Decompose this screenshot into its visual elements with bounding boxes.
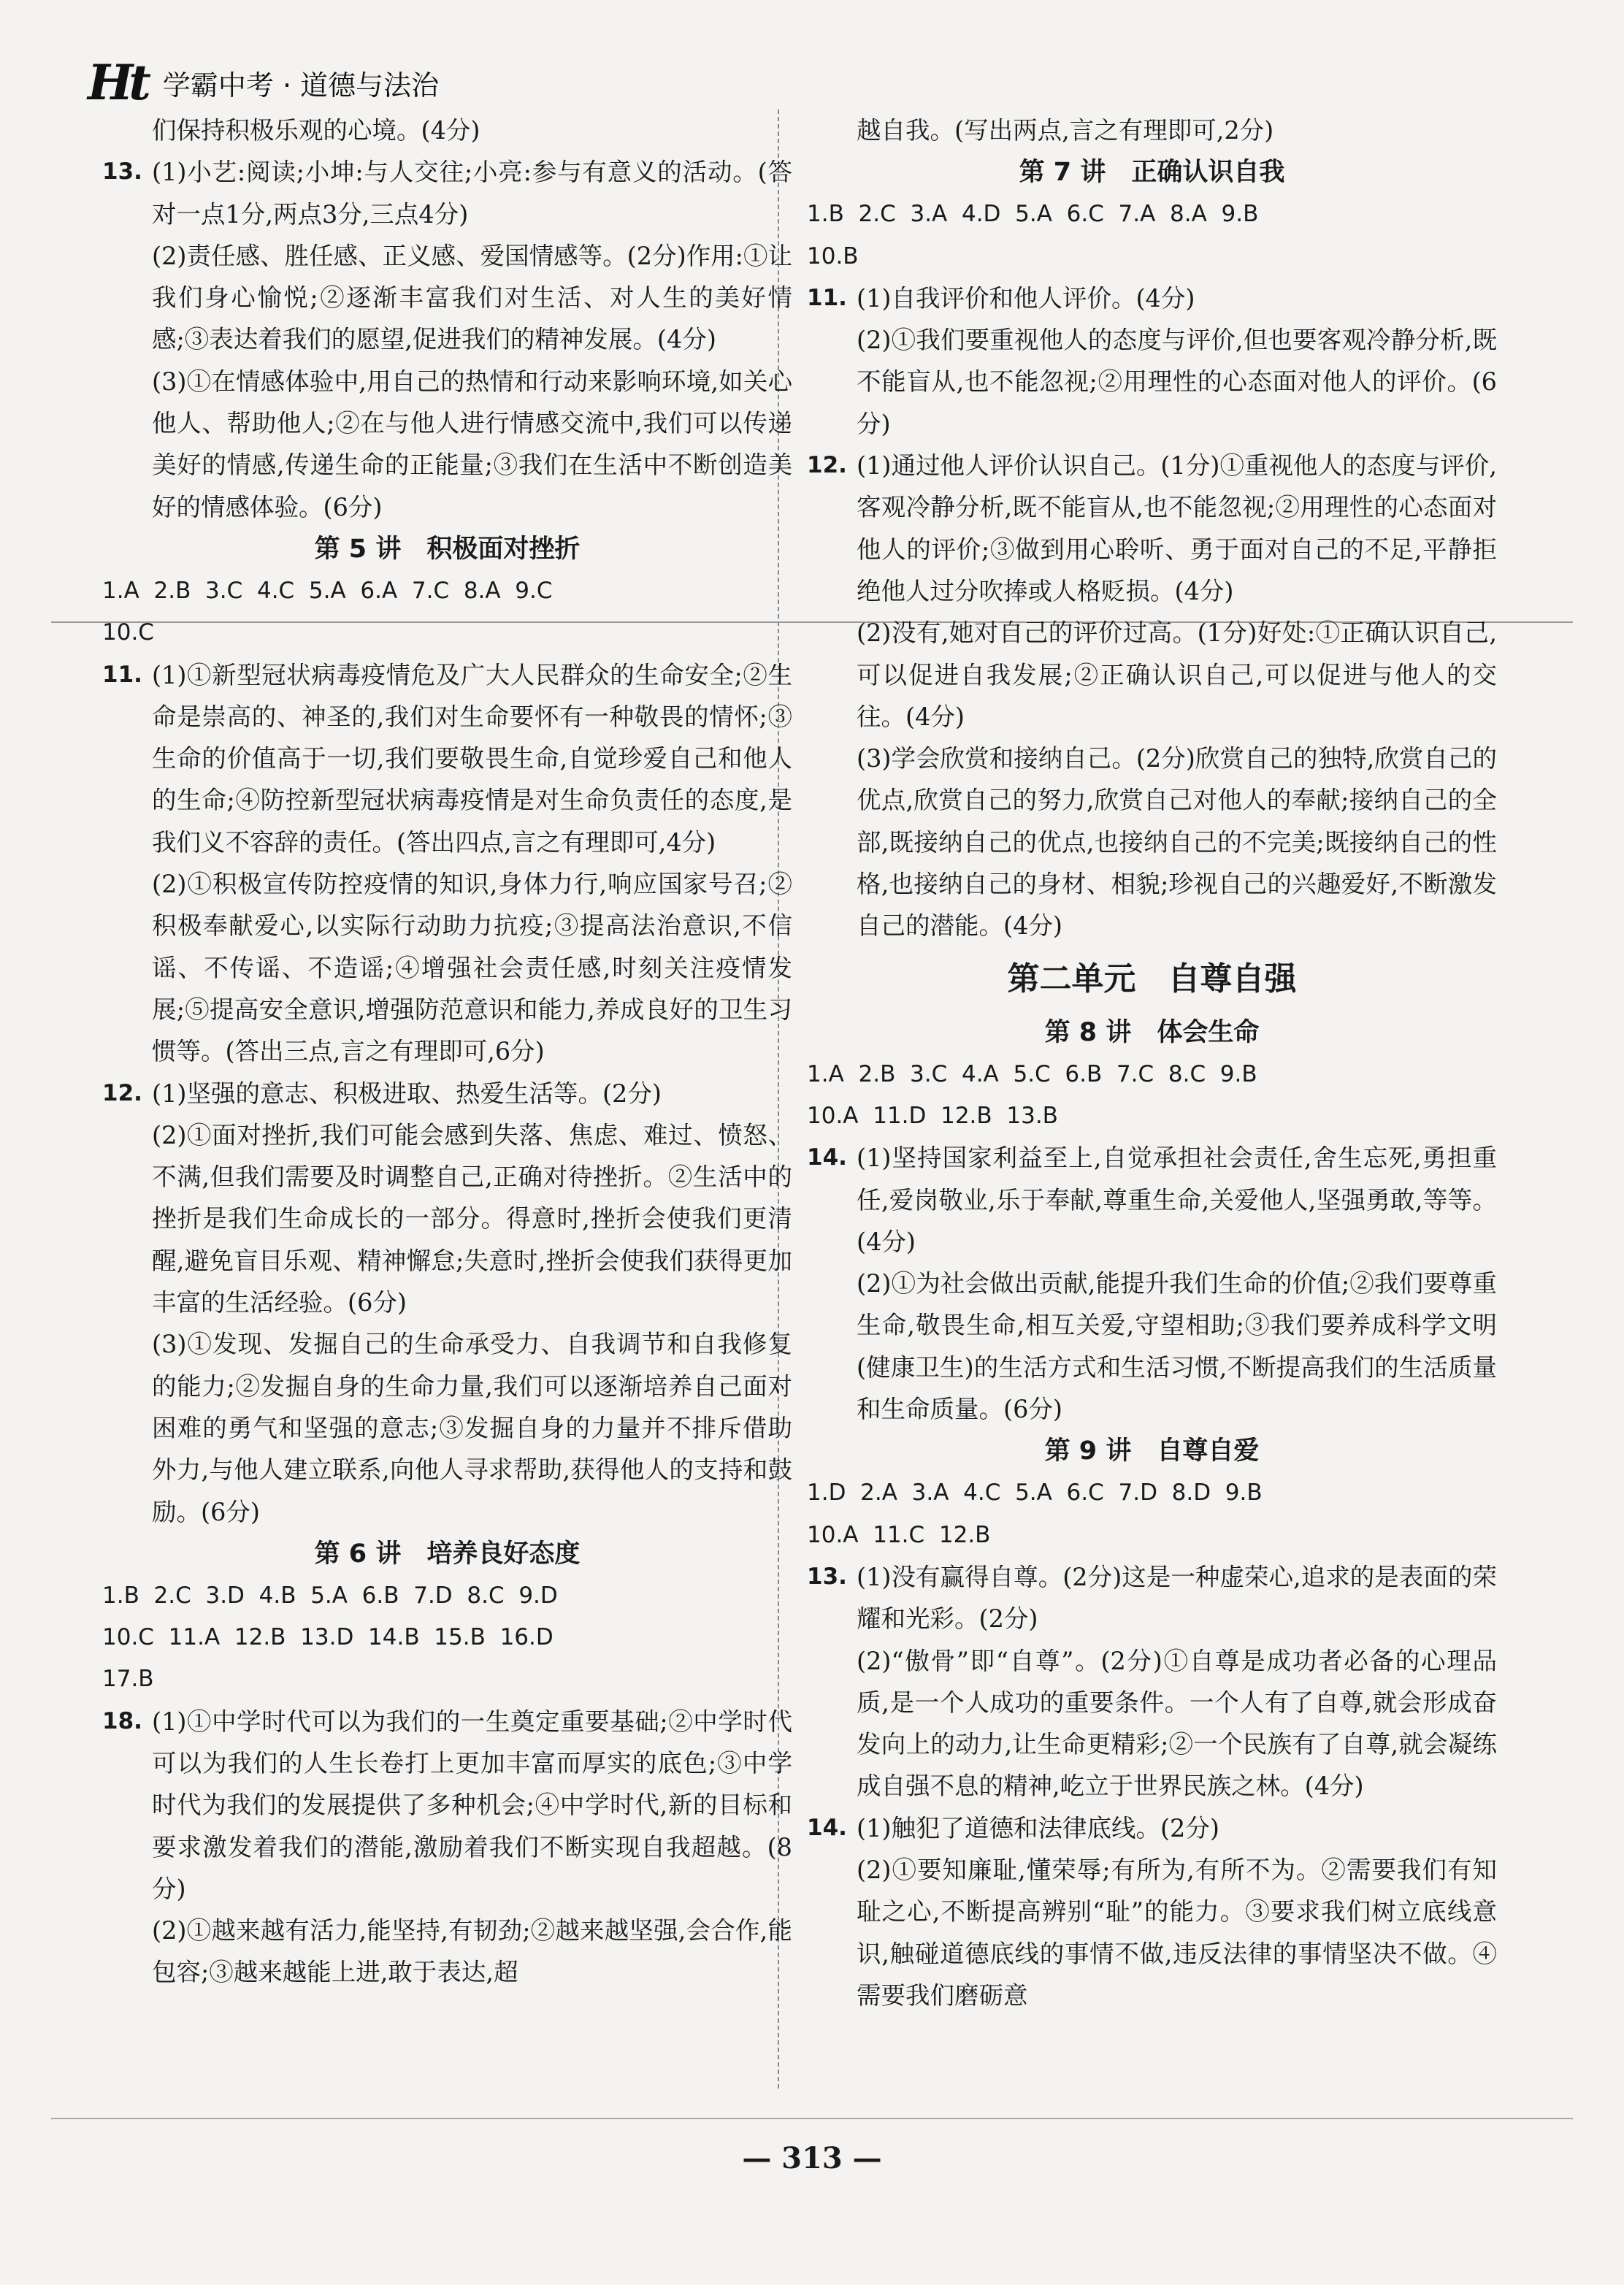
question-item bbox=[102, 151, 792, 235]
answer-text: (1)自我评价和他人评价。(4分) bbox=[857, 283, 1195, 313]
answer-paragraph: (2)“傲骨”即“自尊”。(2分)①自尊是成功者必备的心理品质,是一个人成功的重要条件。一个人有了自尊,就会形成奋发向上的动力,让生命更精彩;②一个民族有了自尊,就会凝练成自强不息的精神,屹立于世界民族之林。(4分) bbox=[857, 1646, 1497, 1801]
answer-paragraph: (3)学会欣赏和接纳自己。(2分)欣赏自己的独特,欣赏自己的优点,欣赏自己的努力,欣赏自己对他人的奉献;接纳自己的全部,既接纳自己的优点,也接纳自己的不完美;既接纳自己的性格,也接纳自己的身材、相貌;珍视自己的兴趣爱好,不断激发自己的潜能。(4分) bbox=[857, 744, 1497, 941]
question-item bbox=[807, 1137, 1497, 1263]
answer-row: 17.B bbox=[102, 1666, 154, 1693]
lesson-title: 第 5 讲 积极面对挫折 bbox=[314, 534, 581, 564]
question-number: 13. bbox=[807, 1563, 847, 1590]
answer-paragraph: (3)①发现、发掘自己的生命承受力、自我调节和自我修复的能力;②发掘自身的生命力量,我们可以逐渐培养自己面对困难的勇气和坚强的意志;③发掘自身的力量并不排斥借助外力,与他人建立联系,向他人寻求帮助,获得他人的支持和鼓励。(6分) bbox=[152, 1330, 792, 1526]
answer-paragraph: (2)①积极宣传防控疫情的知识,身体力行,响应国家号召;②积极奉献爱心,以实际行动助力抗疫;③提高法治意识,不信谣、不传谣、不造谣;④增强社会责任感,时刻关注疫情发展;⑤提高安全意识,增强防范意识和能力,养成良好的卫生习惯等。(答出三点,言之有理即可,6分) bbox=[152, 870, 792, 1066]
answer-paragraph: (2)①我们要重视他人的态度与评价,但也要客观冷静分析,既不能盲从,也不能忽视;②用理性的心态面对他人的评价。(6分) bbox=[857, 326, 1497, 438]
question-item bbox=[807, 278, 1497, 319]
question-item bbox=[102, 1701, 792, 1910]
answer-row: 1.B 2.C 3.D 4.B 5.A 6.B 7.D 8.C 9.D bbox=[102, 1582, 558, 1609]
page-number: — 313 — bbox=[742, 2141, 882, 2175]
continued-text: 们保持积极乐观的心境。(4分) bbox=[152, 116, 480, 145]
answer-paragraph: (2)①要知廉耻,懂荣辱;有所为,有所不为。②需要我们有知耻之心,不断提高辨别“耻”的能力。③要求我们树立底线意识,触碰道德底线的事情不做,违反法律的事情坚决不做。④需要我们磨砺意 bbox=[857, 1855, 1497, 2010]
answer-text: (1)①新型冠状病毒疫情危及广大人民群众的生命安全;②生命是崇高的、神圣的,我们对生命要怀有一种敬畏的情怀;③生命的价值高于一切,我们要敬畏生命,自觉珍爱自己和他人的生命;④防控新型冠状病毒疫情是对生命负责任的态度,是我们义不容辞的责任。(答出四点,言之有理即可,4分) bbox=[152, 660, 792, 857]
answer-text: (1)坚强的意志、积极进取、热爱生活等。(2分) bbox=[152, 1079, 662, 1108]
answer-text: (1)通过他人评价认识自己。(1分)①重视他人的态度与评价,客观冷静分析,既不能盲从,也不能忽视;②用理性的心态面对他人的评价;③做到用心聆听、勇于面对自己的不足,平静拒绝他人过分吹捧或人格贬损。(4分) bbox=[857, 451, 1497, 605]
question-item bbox=[102, 654, 792, 863]
answer-paragraph: (2)①越来越有活力,能坚持,有韧劲;②越来越坚强,会合作,能包容;③越来越能上进,敢于表达,超 bbox=[152, 1916, 792, 1987]
question-item bbox=[807, 445, 1497, 612]
question-number: 18. bbox=[102, 1707, 142, 1734]
question-number: 14. bbox=[807, 1144, 847, 1171]
left-column bbox=[102, 110, 792, 1994]
question-item bbox=[102, 1073, 792, 1114]
lesson-title: 第 7 讲 正确认识自我 bbox=[1019, 158, 1285, 188]
question-number: 12. bbox=[102, 1079, 142, 1106]
answer-text: (1)坚持国家利益至上,自觉承担社会责任,舍生忘死,勇担重任,爱岗敬业,乐于奉献,尊重生命,关爱他人,坚强勇敢,等等。(4分) bbox=[857, 1144, 1497, 1256]
answer-row: 10.A 11.D 12.B 13.B bbox=[807, 1102, 1058, 1129]
footer-rule bbox=[51, 2118, 1573, 2119]
answer-row: 10.A 11.C 12.B bbox=[807, 1521, 991, 1548]
question-number: 11. bbox=[807, 284, 847, 311]
answer-row: 1.A 2.B 3.C 4.C 5.A 6.A 7.C 8.A 9.C bbox=[102, 577, 553, 604]
brand-logo: Ht bbox=[88, 54, 147, 111]
answer-row: 10.B bbox=[807, 242, 859, 269]
question-number: 11. bbox=[102, 661, 142, 688]
lesson-title: 第 8 讲 体会生命 bbox=[1044, 1017, 1260, 1047]
answer-text: (1)没有赢得自尊。(2分)这是一种虚荣心,追求的是表面的荣耀和光彩。(2分) bbox=[857, 1562, 1497, 1634]
unit-title: 第二单元 自尊自强 bbox=[1007, 960, 1297, 998]
answer-paragraph: (2)责任感、胜任感、正义感、爱国情感等。(2分)作用:①让我们身心愉悦;②逐渐丰富我们对生活、对人生的美好情感;③表达着我们的愿望,促进我们的精神发展。(4分) bbox=[152, 241, 792, 354]
book-title: 学霸中考 · 道德与法治 bbox=[162, 69, 440, 102]
question-item bbox=[807, 1807, 1497, 1849]
right-column bbox=[807, 110, 1497, 2016]
answer-paragraph: (3)①在情感体验中,用自己的热情和行动来影响环境,如关心他人、帮助他人;②在与他人进行情感交流中,我们可以传递美好的情感,传递生命的正能量;③我们在生活中不断创造美好的情感体验。(6分) bbox=[152, 367, 792, 521]
page-header bbox=[88, 54, 440, 111]
lesson-title: 第 9 讲 自尊自爱 bbox=[1044, 1436, 1260, 1466]
answer-row: 1.D 2.A 3.A 4.C 5.A 6.C 7.D 8.D 9.B bbox=[807, 1480, 1263, 1507]
answer-row: 1.A 2.B 3.C 4.A 5.C 6.B 7.C 8.C 9.B bbox=[807, 1060, 1257, 1087]
answer-row: 10.C 11.A 12.B 13.D 14.B 15.B 16.D bbox=[102, 1624, 554, 1651]
answer-paragraph: (2)①为社会做出贡献,能提升我们生命的价值;②我们要尊重生命,敬畏生命,相互关爱,守望相助;③我们要养成科学文明(健康卫生)的生活方式和生活习惯,不断提高我们的生活质量和生命质量。(6分) bbox=[857, 1269, 1497, 1424]
lesson-title: 第 6 讲 培养良好态度 bbox=[314, 1539, 581, 1569]
continued-text: 越自我。(写出两点,言之有理即可,2分) bbox=[857, 116, 1274, 145]
question-item bbox=[807, 1556, 1497, 1640]
question-number: 14. bbox=[807, 1814, 847, 1841]
question-number: 12. bbox=[807, 452, 847, 479]
answer-row: 1.B 2.C 3.A 4.D 5.A 6.C 7.A 8.A 9.B bbox=[807, 201, 1259, 228]
question-number: 13. bbox=[102, 158, 142, 185]
answer-text: (1)①中学时代可以为我们的一生奠定重要基础;②中学时代可以为我们的人生长卷打上更加丰富而厚实的底色;③中学时代为我们的发展提供了多种机会;④中学时代,新的目标和要求激发着我们的潜能,激励着我们不断实现自我超越。(8分) bbox=[152, 1707, 792, 1903]
answer-text: (1)触犯了道德和法律底线。(2分) bbox=[857, 1813, 1219, 1842]
answer-text: (1)小艺:阅读;小坤:与人交往;小亮:参与有意义的活动。(答对一点1分,两点3分,三点4分) bbox=[152, 158, 792, 229]
answer-paragraph: (2)①面对挫折,我们可能会感到失落、焦虑、难过、愤怒、不满,但我们需要及时调整自己,正确对待挫折。②生活中的挫折是我们生命成长的一部分。得意时,挫折会使我们更清醒,避免盲目乐观、精神懈怠;失意时,挫折会使我们获得更加丰富的生活经验。(6分) bbox=[152, 1120, 792, 1317]
answer-paragraph: (2)没有,她对自己的评价过高。(1分)好处:①正确认识自己,可以促进自我发展;②正确认识自己,可以促进与他人的交往。(4分) bbox=[857, 619, 1497, 731]
answer-row: 10.C bbox=[102, 619, 154, 646]
